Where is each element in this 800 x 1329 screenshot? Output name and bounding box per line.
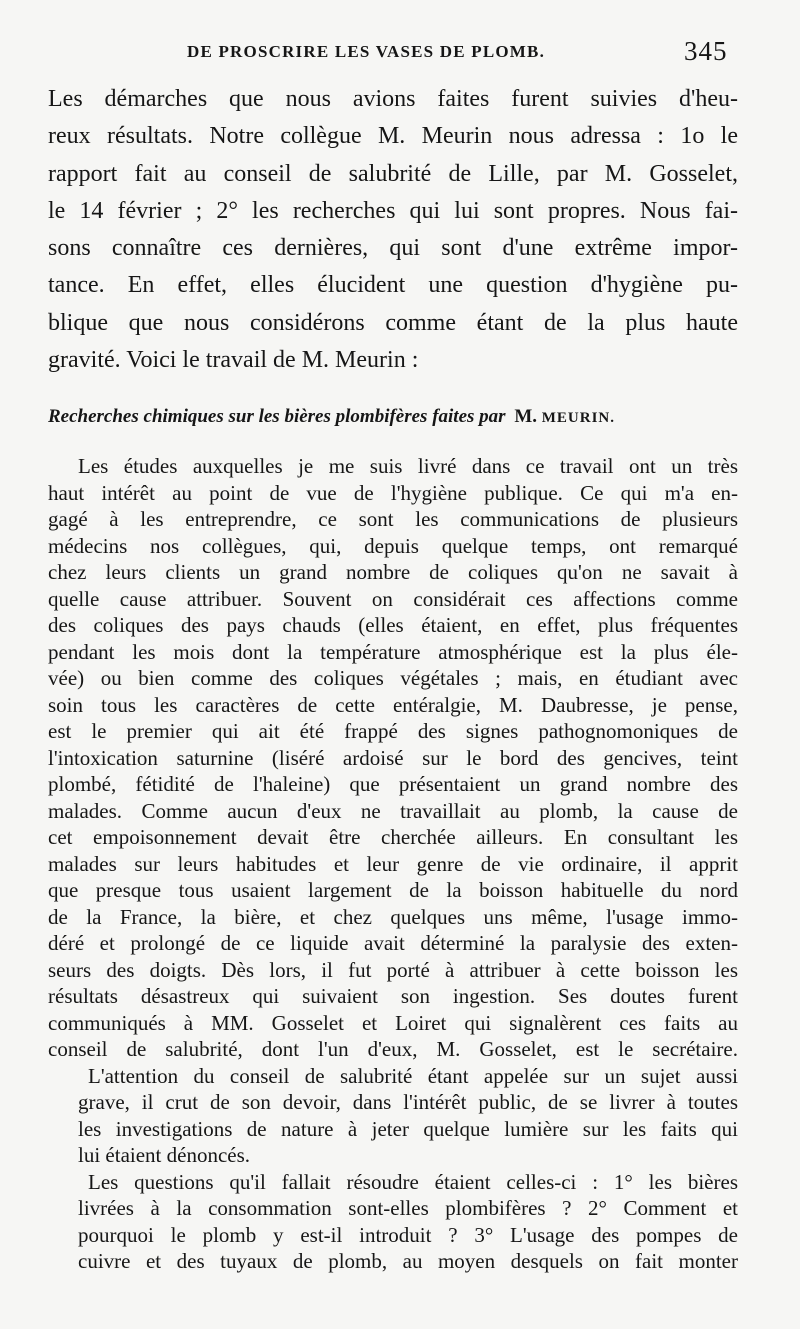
text-line: chez leurs clients un grand nombre de coliques qu'on ne savait à [48, 560, 738, 584]
running-title: DE PROSCRIRE LES VASES DE PLOMB. [187, 42, 546, 61]
text-line: malades. Comme aucun d'eux ne travaillait au plomb, la cause de [48, 798, 738, 823]
text-line: L'attention du conseil de salubrité étant appelée sur un sujet aussi [88, 1063, 738, 1088]
text-line: haut intérêt au point de vue de l'hygiène publique. Ce qui m'a en- [48, 480, 738, 505]
text-line: livrées à la consommation sont-elles plombifères ? 2° Comment et [78, 1196, 738, 1220]
text-line: quelle cause attribuer. Souvent on considérait ces affections comme [48, 586, 738, 611]
page-number: 345 [684, 36, 728, 66]
text-line: médecins nos collègues, qui, depuis quelque temps, ont remarqué [48, 533, 738, 558]
text-line: pourquoi le plomb y est-il introduit ? 3° L'usage des pompes de [78, 1222, 738, 1247]
text-line: résultats désastreux qui suivaient son ingestion. Ses doutes furent [48, 984, 738, 1008]
intro-paragraph [48, 81, 738, 379]
text-line: Les questions qu'il fallait résoudre étaient celles-ci : 1° les bières [88, 1169, 738, 1194]
text-line: blique que nous considérons comme étant de la plus haute [48, 309, 738, 336]
body-text [48, 453, 738, 1275]
text-line: que presque tous usaient largement de la boisson habituelle du nord [48, 878, 738, 902]
text-line: Les démarches que nous avions faites furent suivies d'heu- [48, 86, 738, 112]
page-header [0, 38, 800, 68]
text-line: les investigations de nature à jeter quelque lumière sur les faits qui [78, 1116, 738, 1141]
text-line: conseil de salubrité, dont l'un d'eux, M. Gosselet, est le secrétaire. [48, 1037, 738, 1061]
text-line: tance. En effet, elles élucident une question d'hygiène pu- [48, 272, 738, 299]
author-prefix: M. [514, 406, 537, 427]
text-line: Les études auxquelles je me suis livré dans ce travail ont un très [78, 454, 738, 478]
text-line: grave, il crut de son devoir, dans l'intérêt public, de se livrer à toutes [78, 1090, 738, 1114]
text-line: lui étaient dénoncés. [78, 1143, 251, 1167]
text-line: déré et prolongé de ce liquide avait déterminé la paralysie des exten- [48, 931, 738, 955]
text-line: sons connaître ces dernières, qui sont d'une extrême impor- [48, 235, 738, 262]
subtitle-author [514, 406, 615, 427]
text-line: cet empoisonnement devait être cherchée ailleurs. En consultant les [48, 825, 738, 849]
text-line: pendant les mois dont la température atmosphérique est la plus éle- [48, 639, 738, 664]
section-subtitle [48, 403, 738, 432]
subtitle-text: Recherches chimiques sur les bières plombifères faites par [48, 406, 506, 427]
text-line: le 14 février ; 2° les recherches qui lui sont propres. Nous fai- [48, 197, 738, 224]
text-line: cuivre et des tuyaux de plomb, au moyen desquels on fait monter [78, 1249, 738, 1273]
text-line: malades sur leurs habitudes et leur genre de vie ordinaire, il apprit [48, 851, 738, 876]
text-line: soin tous les caractères de cette entéralgie, M. Daubresse, je pense, [48, 692, 738, 717]
text-line: de la France, la bière, et chez quelques uns même, l'usage immo- [48, 904, 738, 929]
text-line: gagé à les entreprendre, ce sont les communications de plusieurs [48, 507, 738, 531]
text-line: des coliques des pays chauds (elles étaient, en effet, plus fréquentes [48, 613, 738, 637]
text-line: l'intoxication saturnine (liséré ardoisé sur le bord des gencives, teint [48, 745, 738, 770]
text-line: reux résultats. Notre collègue M. Meurin nous adressa : 1o le [48, 123, 738, 150]
text-line: rapport fait au conseil de salubrité de Lille, par M. Gosselet, [48, 160, 738, 187]
text-line: plombé, fétidité de l'haleine) que présentaient un grand nombre des [48, 772, 738, 796]
text-line: seurs des doigts. Dès lors, il fut porté à attribuer à cette boisson les [48, 957, 738, 982]
text-line: communiqués à MM. Gosselet et Loiret qui signalèrent ces faits au [48, 1010, 738, 1035]
author-name: MEURIN. [541, 410, 615, 426]
text-line: gravité. Voici le travail de M. Meurin : [48, 347, 419, 374]
text-line: est le premier qui ait été frappé des signes pathognomoniques de [48, 719, 738, 743]
text-line: vée) ou bien comme des coliques végétales ; mais, en étudiant avec [48, 666, 738, 690]
